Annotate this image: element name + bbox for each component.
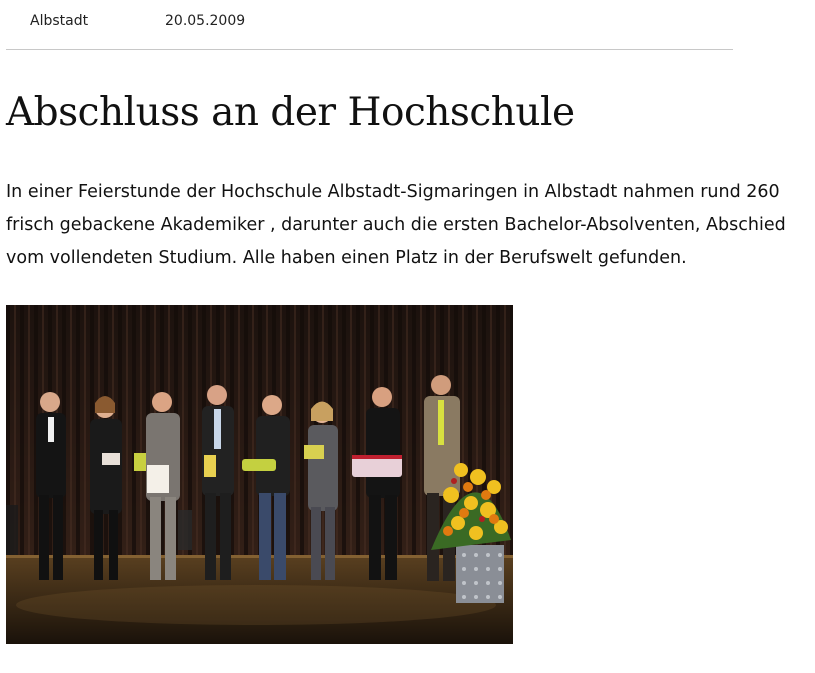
group-photo-illustration [6,305,513,644]
article-location: Albstadt [30,13,89,29]
article-photo [6,305,513,644]
article-date: 20.05.2009 [165,13,246,29]
article-headline: Abschluss an der Hochschule [6,90,575,135]
divider [6,49,733,50]
article-lead: In einer Feierstunde der Hochschule Albstadt-Sigmaringen in Albstadt nahmen rund 260 frisch gebackene Akademiker , darunter auch die ersten Bachelor-Absolventen, Abschied vom vollendeten Studium. Alle haben einen Platz in der Berufswelt gefunden. [6,182,786,268]
